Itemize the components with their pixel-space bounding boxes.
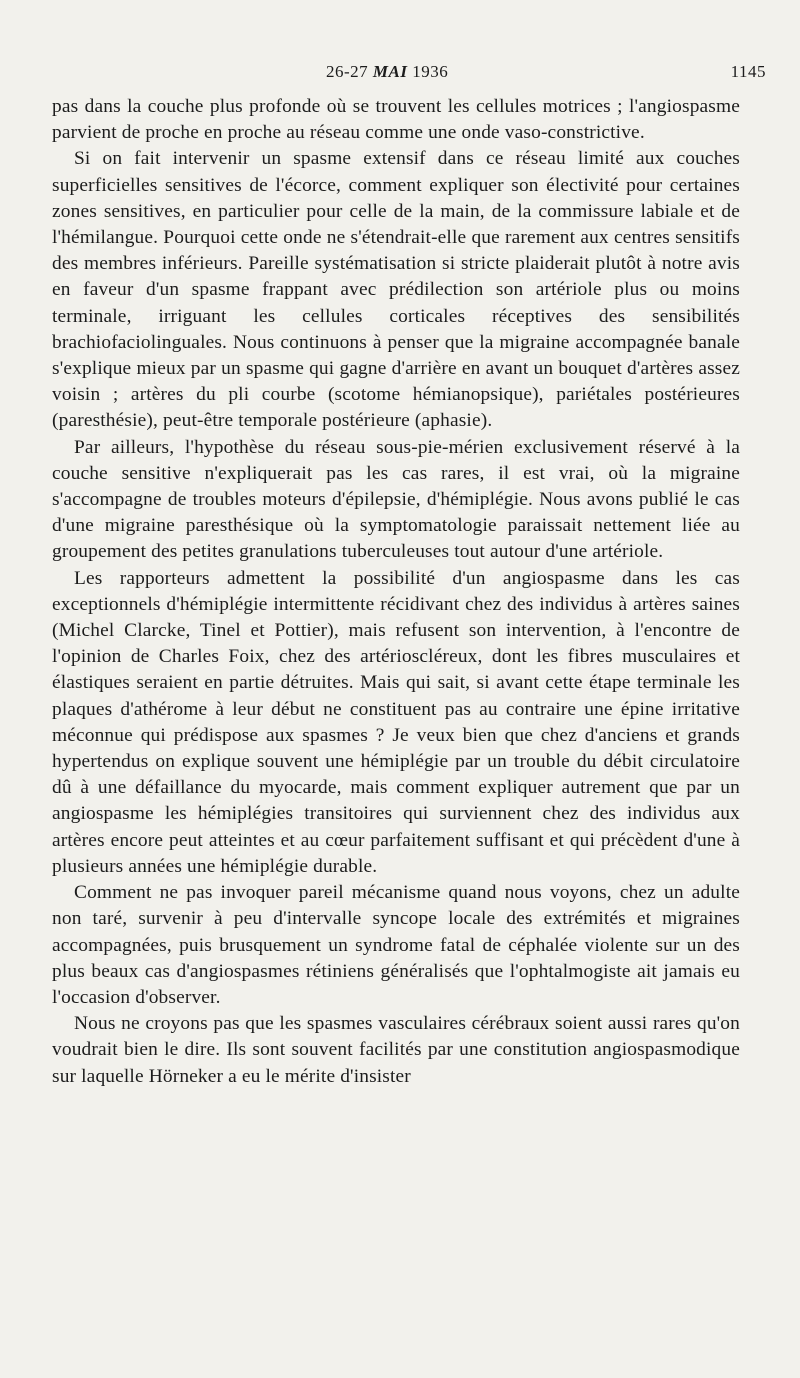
page-number: 1145 [730, 62, 766, 81]
header-date: 26-27 MAI 1936 [326, 62, 449, 81]
body-text [52, 94, 740, 1090]
paragraph-continuation: pas dans la couche plus profonde où se trouvent les cellules motrices ; l'angiospasme parvient de proche en proche au réseau comme une onde vaso-constrictive. [52, 96, 740, 144]
paragraph: Nous ne croyons pas que les spasmes vasculaires cérébraux soient aussi rares qu'on voudrait bien le dire. Ils sont souvent facilités par une constitution angiospasmodique sur laquelle Hörneker a eu le mérite d'insister [52, 1013, 740, 1087]
paragraph: Comment ne pas invoquer pareil mécanisme quand nous voyons, chez un adulte non taré, survenir à peu d'intervalle syncope locale des extrémités et migraines accompagnées, puis brusquement un syndrome fatal de céphalée violente sur un des plus beaux cas d'angiospasmes rétiniens généralisés que l'ophtalmogiste ait jamais eu l'occasion d'observer. [52, 882, 740, 1008]
paragraph: Les rapporteurs admettent la possibilité d'un angiospasme dans les cas exceptionnels d'hémiplégie intermittente récidivant chez des individus à artères saines (Michel Clarcke, Tinel et Pottier), mais refusent son intervention, à l'encontre de l'opinion de Charles Foix, chez des artérioscléreux, dont les fibres musculaires et élastiques seraient en partie détruites. Mais qui sait, si avant cette étape terminale les plaques d'athérome à leur début ne constituent pas au contraire une épine irritative méconnue qui prédispose aux spasmes ? Je veux bien que chez d'anciens et grands hypertendus on explique souvent une hémiplégie par un trouble du débit circulatoire dû à une défaillance du myocarde, mais comment expliquer autrement que par un angiospasme les hémiplégies transitoires qui surviennent chez des individus aux artères encore peut atteintes et au cœur parfaitement suffisant et qui précèdent d'une à plusieurs années une hémiplégie durable. [52, 567, 740, 877]
header-month: MAI [372, 62, 408, 81]
paragraph: Si on fait intervenir un spasme extensif dans ce réseau limité aux couches superficielles sensitives de l'écorce, comment expliquer son électivité pour certaines zones sensitives, en particulier pour celle de la main, de la commissure labiale et de l'hémilangue. Pourquoi cette onde ne s'étendrait-elle que rarement aux centres sensitifs des membres inférieurs. Pareille systématisation si stricte plaiderait plutôt à notre avis en faveur d'un spasme frappant avec prédilection son artériole plus ou moins terminale, irriguant les cellules corticales réceptives des sensibilités brachiofaciolinguales. Nous continuons à penser que la migraine accompagnée banale s'explique mieux par un spasme qui gagne d'arrière en avant un bouquet d'artères assez voisin ; artères du pli courbe (scotome hémianopsique), pariétales postérieures (paresthésie), peut-être temporale postérieure (aphasie). [52, 148, 740, 432]
header-year: 1936 [412, 62, 449, 81]
running-header [0, 62, 800, 86]
paragraph: Par ailleurs, l'hypothèse du réseau sous-pie-mérien exclusivement réservé à la couche sensitive n'expliquerait pas les cas rares, il est vrai, où la migraine s'accompagne de troubles moteurs d'épilepsie, d'hémiplégie. Nous avons publié le cas d'une migraine paresthésique où la symptomatologie paraissait nettement liée au groupement des petites granulations tuberculeuses tout autour d'une artériole. [52, 436, 740, 563]
